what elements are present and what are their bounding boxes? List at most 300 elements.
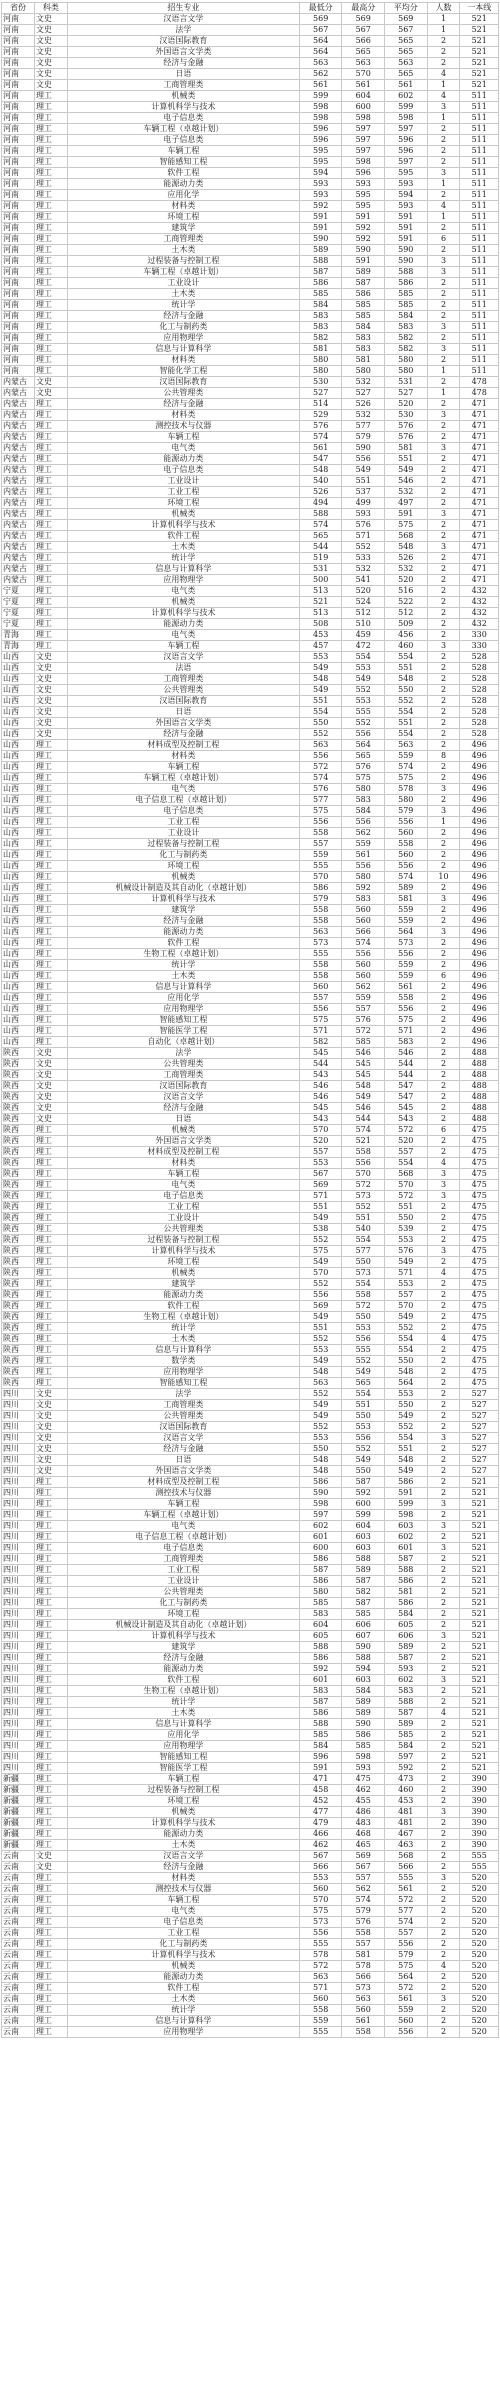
cell-count: 2: [427, 1829, 460, 1840]
cell-category: 理工: [34, 498, 67, 509]
cell-province: 山西: [2, 762, 35, 773]
cell-count: 2: [427, 1620, 460, 1631]
cell-province: 山西: [2, 773, 35, 784]
cell-count: 2: [427, 124, 460, 135]
cell-max-score: 526: [342, 399, 385, 410]
cell-major: 建筑学: [67, 1279, 299, 1290]
cell-max-score: 577: [342, 1246, 385, 1257]
table-row: [2, 300, 499, 311]
cell-avg-score: 572: [384, 1895, 427, 1906]
cell-category: 理工: [34, 861, 67, 872]
cell-avg-score: 587: [384, 1554, 427, 1565]
cell-avg-score: 574: [384, 872, 427, 883]
cell-avg-score: 565: [384, 36, 427, 47]
cell-max-score: 574: [342, 1125, 385, 1136]
cell-max-score: 603: [342, 1532, 385, 1543]
cell-min-score: 526: [299, 487, 342, 498]
table-row: [2, 762, 499, 773]
cell-tier1-line: 471: [460, 487, 499, 498]
cell-major: 机械类: [67, 509, 299, 520]
cell-min-score: 592: [299, 1664, 342, 1675]
cell-tier1-line: 390: [460, 1818, 499, 1829]
cell-min-score: 567: [299, 1169, 342, 1180]
cell-province: 河南: [2, 47, 35, 58]
cell-min-score: 557: [299, 839, 342, 850]
cell-avg-score: 546: [384, 1048, 427, 1059]
cell-avg-score: 559: [384, 960, 427, 971]
cell-tier1-line: 390: [460, 1829, 499, 1840]
cell-avg-score: 589: [384, 1719, 427, 1730]
cell-count: 2: [427, 1081, 460, 1092]
cell-major: 过程装备与控制工程: [67, 1235, 299, 1246]
cell-avg-score: 583: [384, 1037, 427, 1048]
cell-min-score: 550: [299, 718, 342, 729]
cell-min-score: 558: [299, 905, 342, 916]
table-row: [2, 1873, 499, 1884]
cell-major: 环境工程: [67, 1796, 299, 1807]
cell-province: 宁夏: [2, 586, 35, 597]
table-row: [2, 1774, 499, 1785]
cell-avg-score: 564: [384, 927, 427, 938]
cell-max-score: 589: [342, 1697, 385, 1708]
cell-count: 2: [427, 1356, 460, 1367]
cell-major: 土木类: [67, 245, 299, 256]
cell-major: 材料成型及控制工程: [67, 1477, 299, 1488]
cell-province: 河南: [2, 311, 35, 322]
cell-major: 应用化学: [67, 190, 299, 201]
cell-min-score: 593: [299, 179, 342, 190]
cell-count: 3: [427, 443, 460, 454]
cell-category: 理工: [34, 443, 67, 454]
cell-min-score: 560: [299, 1994, 342, 2005]
cell-max-score: 565: [342, 47, 385, 58]
cell-min-score: 520: [299, 1136, 342, 1147]
cell-avg-score: 576: [384, 421, 427, 432]
cell-min-score: 561: [299, 80, 342, 91]
cell-tier1-line: 527: [460, 1455, 499, 1466]
cell-max-score: 562: [342, 828, 385, 839]
cell-tier1-line: 488: [460, 1114, 499, 1125]
cell-category: 理工: [34, 1906, 67, 1917]
cell-count: 2: [427, 773, 460, 784]
cell-major: 材料类: [67, 201, 299, 212]
table-row: [2, 1510, 499, 1521]
cell-category: 理工: [34, 1312, 67, 1323]
cell-category: 理工: [34, 1301, 67, 1312]
cell-count: 2: [427, 1576, 460, 1587]
cell-max-score: 587: [342, 1477, 385, 1488]
cell-category: 理工: [34, 993, 67, 1004]
cell-count: 2: [427, 674, 460, 685]
table-row: [2, 1576, 499, 1587]
table-row: [2, 311, 499, 322]
cell-category: 文史: [34, 663, 67, 674]
cell-max-score: 581: [342, 355, 385, 366]
cell-major: 日语: [67, 1114, 299, 1125]
cell-tier1-line: 496: [460, 861, 499, 872]
table-row: [2, 1070, 499, 1081]
cell-tier1-line: 432: [460, 608, 499, 619]
cell-max-score: 580: [342, 784, 385, 795]
cell-major: 机械类: [67, 1125, 299, 1136]
cell-min-score: 590: [299, 1488, 342, 1499]
table-row: [2, 850, 499, 861]
cell-count: 2: [427, 740, 460, 751]
cell-count: 2: [427, 586, 460, 597]
cell-major: 智能感知工程: [67, 157, 299, 168]
cell-province: 河南: [2, 69, 35, 80]
cell-major: 化工与制药类: [67, 1598, 299, 1609]
cell-category: 理工: [34, 1191, 67, 1202]
cell-avg-score: 551: [384, 1444, 427, 1455]
cell-province: 四川: [2, 1532, 35, 1543]
cell-avg-score: 548: [384, 1455, 427, 1466]
cell-tier1-line: 521: [460, 1499, 499, 1510]
cell-min-score: 574: [299, 773, 342, 784]
cell-tier1-line: 496: [460, 850, 499, 861]
cell-count: 2: [427, 1213, 460, 1224]
cell-avg-score: 586: [384, 278, 427, 289]
cell-major: 经济与金融: [67, 399, 299, 410]
cell-avg-score: 602: [384, 91, 427, 102]
cell-count: 1: [427, 212, 460, 223]
cell-count: 2: [427, 1059, 460, 1070]
cell-category: 理工: [34, 135, 67, 146]
cell-min-score: 592: [299, 201, 342, 212]
cell-min-score: 556: [299, 817, 342, 828]
cell-max-score: 578: [342, 1961, 385, 1972]
cell-min-score: 564: [299, 47, 342, 58]
cell-max-score: 540: [342, 1224, 385, 1235]
cell-major: 测控技术与仪器: [67, 1884, 299, 1895]
cell-avg-score: 554: [384, 1158, 427, 1169]
cell-category: 理工: [34, 1840, 67, 1851]
cell-category: 文史: [34, 80, 67, 91]
table-row: [2, 1499, 499, 1510]
cell-max-score: 559: [342, 839, 385, 850]
cell-major: 日语: [67, 707, 299, 718]
cell-major: 机械设计制造及其自动化（卓越计划）: [67, 1620, 299, 1631]
table-row: [2, 1620, 499, 1631]
cell-category: 理工: [34, 1543, 67, 1554]
cell-category: 理工: [34, 322, 67, 333]
table-row: [2, 993, 499, 1004]
cell-category: 理工: [34, 1004, 67, 1015]
cell-category: 理工: [34, 828, 67, 839]
cell-major: 计算机科学与技术: [67, 520, 299, 531]
cell-tier1-line: 475: [460, 1246, 499, 1257]
cell-category: 理工: [34, 1565, 67, 1576]
cell-min-score: 591: [299, 1763, 342, 1774]
table-row: [2, 410, 499, 421]
cell-category: 理工: [34, 1180, 67, 1191]
cell-tier1-line: 496: [460, 960, 499, 971]
cell-province: 河南: [2, 14, 35, 25]
cell-category: 理工: [34, 542, 67, 553]
cell-category: 理工: [34, 1554, 67, 1565]
table-row: [2, 1246, 499, 1257]
cell-max-score: 462: [342, 1785, 385, 1796]
cell-count: 2: [427, 619, 460, 630]
cell-tier1-line: 521: [460, 1543, 499, 1554]
cell-min-score: 531: [299, 564, 342, 575]
cell-min-score: 600: [299, 1543, 342, 1554]
cell-avg-score: 553: [384, 1279, 427, 1290]
cell-major: 电气类: [67, 784, 299, 795]
cell-major: 公共管理类: [67, 1411, 299, 1422]
cell-major: 测控技术与仪器: [67, 421, 299, 432]
cell-count: 2: [427, 1686, 460, 1697]
cell-major: 公共管理类: [67, 388, 299, 399]
cell-avg-score: 599: [384, 102, 427, 113]
cell-tier1-line: 475: [460, 1191, 499, 1202]
cell-category: 理工: [34, 212, 67, 223]
table-row: [2, 190, 499, 201]
cell-count: 2: [427, 58, 460, 69]
cell-province: 陕西: [2, 1114, 35, 1125]
cell-min-score: 595: [299, 157, 342, 168]
cell-major: 环境工程: [67, 212, 299, 223]
cell-tier1-line: 496: [460, 751, 499, 762]
table-row: [2, 1444, 499, 1455]
cell-category: 理工: [34, 146, 67, 157]
cell-min-score: 585: [299, 289, 342, 300]
cell-major: 材料类: [67, 1158, 299, 1169]
cell-count: 2: [427, 1851, 460, 1862]
table-row: [2, 47, 499, 58]
cell-tier1-line: 471: [460, 410, 499, 421]
cell-major: 统计学: [67, 1323, 299, 1334]
cell-major: 电子信息类: [67, 113, 299, 124]
cell-category: 理工: [34, 586, 67, 597]
cell-max-score: 573: [342, 1268, 385, 1279]
cell-max-score: 576: [342, 1917, 385, 1928]
cell-avg-score: 545: [384, 1103, 427, 1114]
cell-max-score: 550: [342, 1411, 385, 1422]
cell-category: 文史: [34, 1411, 67, 1422]
cell-min-score: 575: [299, 1246, 342, 1257]
cell-tier1-line: 471: [460, 443, 499, 454]
cell-max-score: 584: [342, 1686, 385, 1697]
cell-min-score: 588: [299, 1642, 342, 1653]
cell-min-score: 586: [299, 1576, 342, 1587]
cell-min-score: 573: [299, 938, 342, 949]
cell-tier1-line: 520: [460, 1928, 499, 1939]
cell-min-score: 452: [299, 1796, 342, 1807]
cell-min-score: 571: [299, 1983, 342, 1994]
cell-tier1-line: 496: [460, 1037, 499, 1048]
cell-min-score: 548: [299, 1367, 342, 1378]
cell-avg-score: 554: [384, 1334, 427, 1345]
cell-category: 理工: [34, 1763, 67, 1774]
table-row: [2, 476, 499, 487]
cell-avg-score: 530: [384, 410, 427, 421]
table-row: [2, 366, 499, 377]
table-row: [2, 1609, 499, 1620]
cell-major: 外国语言文学类: [67, 718, 299, 729]
cell-avg-score: 566: [384, 1862, 427, 1873]
table-row: [2, 1279, 499, 1290]
cell-count: 2: [427, 1752, 460, 1763]
table-row: [2, 1895, 499, 1906]
cell-min-score: 579: [299, 894, 342, 905]
cell-tier1-line: 496: [460, 773, 499, 784]
cell-category: 理工: [34, 927, 67, 938]
cell-avg-score: 573: [384, 938, 427, 949]
cell-tier1-line: 521: [460, 36, 499, 47]
cell-province: 山西: [2, 971, 35, 982]
table-row: [2, 355, 499, 366]
cell-major: 经济与金融: [67, 1444, 299, 1455]
cell-max-score: 585: [342, 1609, 385, 1620]
cell-tier1-line: 511: [460, 256, 499, 267]
cell-tier1-line: 471: [460, 575, 499, 586]
cell-major: 工业工程: [67, 1928, 299, 1939]
cell-avg-score: 561: [384, 982, 427, 993]
cell-min-score: 547: [299, 454, 342, 465]
cell-category: 理工: [34, 1488, 67, 1499]
cell-category: 文史: [34, 1862, 67, 1873]
cell-province: 青海: [2, 630, 35, 641]
cell-count: 3: [427, 322, 460, 333]
cell-province: 陕西: [2, 1081, 35, 1092]
table-row: [2, 1191, 499, 1202]
cell-province: 河南: [2, 289, 35, 300]
cell-min-score: 572: [299, 762, 342, 773]
cell-avg-score: 554: [384, 707, 427, 718]
cell-max-score: 569: [342, 1851, 385, 1862]
cell-count: 3: [427, 1521, 460, 1532]
cell-count: 4: [427, 201, 460, 212]
cell-tier1-line: 488: [460, 1048, 499, 1059]
table-row: [2, 1488, 499, 1499]
table-row: [2, 58, 499, 69]
cell-avg-score: 578: [384, 784, 427, 795]
cell-tier1-line: 521: [460, 1763, 499, 1774]
cell-major: 法学: [67, 1048, 299, 1059]
cell-avg-score: 551: [384, 1202, 427, 1213]
cell-province: 河南: [2, 58, 35, 69]
cell-province: 四川: [2, 1499, 35, 1510]
cell-avg-score: 584: [384, 1741, 427, 1752]
cell-count: 10: [427, 872, 460, 883]
cell-province: 陕西: [2, 1103, 35, 1114]
table-row: [2, 377, 499, 388]
cell-max-score: 570: [342, 69, 385, 80]
cell-tier1-line: 527: [460, 1400, 499, 1411]
cell-category: 理工: [34, 1796, 67, 1807]
cell-province: 陕西: [2, 1323, 35, 1334]
cell-count: 2: [427, 564, 460, 575]
cell-tier1-line: 475: [460, 1268, 499, 1279]
cell-major: 生物工程（卓越计划）: [67, 1312, 299, 1323]
table-row: [2, 1851, 499, 1862]
cell-min-score: 583: [299, 1609, 342, 1620]
cell-province: 陕西: [2, 1202, 35, 1213]
table-row: [2, 146, 499, 157]
cell-province: 云南: [2, 1895, 35, 1906]
cell-category: 理工: [34, 1213, 67, 1224]
cell-max-score: 550: [342, 1312, 385, 1323]
cell-min-score: 587: [299, 1697, 342, 1708]
cell-province: 河南: [2, 300, 35, 311]
cell-avg-score: 602: [384, 1675, 427, 1686]
cell-avg-score: 547: [384, 1092, 427, 1103]
table-row: [2, 905, 499, 916]
table-row: [2, 960, 499, 971]
cell-count: 2: [427, 993, 460, 1004]
cell-count: 4: [427, 91, 460, 102]
cell-count: 1: [427, 14, 460, 25]
table-row: [2, 586, 499, 597]
cell-major: 电子信息工程（卓越计划）: [67, 1532, 299, 1543]
cell-major: 机械类: [67, 1961, 299, 1972]
cell-tier1-line: 471: [460, 498, 499, 509]
cell-tier1-line: 478: [460, 388, 499, 399]
cell-province: 新疆: [2, 1829, 35, 1840]
cell-min-score: 605: [299, 1631, 342, 1642]
cell-min-score: 585: [299, 1730, 342, 1741]
cell-count: 3: [427, 256, 460, 267]
cell-tier1-line: 496: [460, 905, 499, 916]
cell-min-score: 598: [299, 1499, 342, 1510]
cell-category: 理工: [34, 1147, 67, 1158]
cell-min-score: 558: [299, 828, 342, 839]
cell-min-score: 586: [299, 1477, 342, 1488]
cell-category: 理工: [34, 1620, 67, 1631]
cell-avg-score: 596: [384, 146, 427, 157]
cell-category: 理工: [34, 1609, 67, 1620]
cell-province: 陕西: [2, 1180, 35, 1191]
cell-count: 2: [427, 1730, 460, 1741]
cell-province: 陕西: [2, 1070, 35, 1081]
cell-max-score: 455: [342, 1796, 385, 1807]
cell-count: 2: [427, 685, 460, 696]
cell-count: 2: [427, 487, 460, 498]
cell-category: 理工: [34, 300, 67, 311]
cell-count: 2: [427, 1763, 460, 1774]
cell-avg-score: 548: [384, 1367, 427, 1378]
cell-max-score: 555: [342, 707, 385, 718]
cell-tier1-line: 520: [460, 1917, 499, 1928]
cell-min-score: 570: [299, 872, 342, 883]
cell-category: 理工: [34, 1290, 67, 1301]
cell-tier1-line: 511: [460, 102, 499, 113]
cell-province: 内蒙古: [2, 531, 35, 542]
table-row: [2, 234, 499, 245]
cell-province: 内蒙古: [2, 421, 35, 432]
cell-avg-score: 603: [384, 1521, 427, 1532]
cell-count: 2: [427, 1224, 460, 1235]
table-row: [2, 795, 499, 806]
table-row: [2, 421, 499, 432]
cell-major: 计算机科学与技术: [67, 1950, 299, 1961]
cell-count: 6: [427, 971, 460, 982]
cell-min-score: 553: [299, 1345, 342, 1356]
cell-province: 河南: [2, 256, 35, 267]
cell-count: 2: [427, 982, 460, 993]
cell-avg-score: 564: [384, 1378, 427, 1389]
table-row: [2, 553, 499, 564]
cell-tier1-line: 475: [460, 1312, 499, 1323]
table-row: [2, 1411, 499, 1422]
cell-tier1-line: 511: [460, 168, 499, 179]
cell-category: 文史: [34, 1455, 67, 1466]
table-row: [2, 1169, 499, 1180]
cell-avg-score: 560: [384, 850, 427, 861]
cell-count: 4: [427, 1158, 460, 1169]
cell-count: 2: [427, 938, 460, 949]
